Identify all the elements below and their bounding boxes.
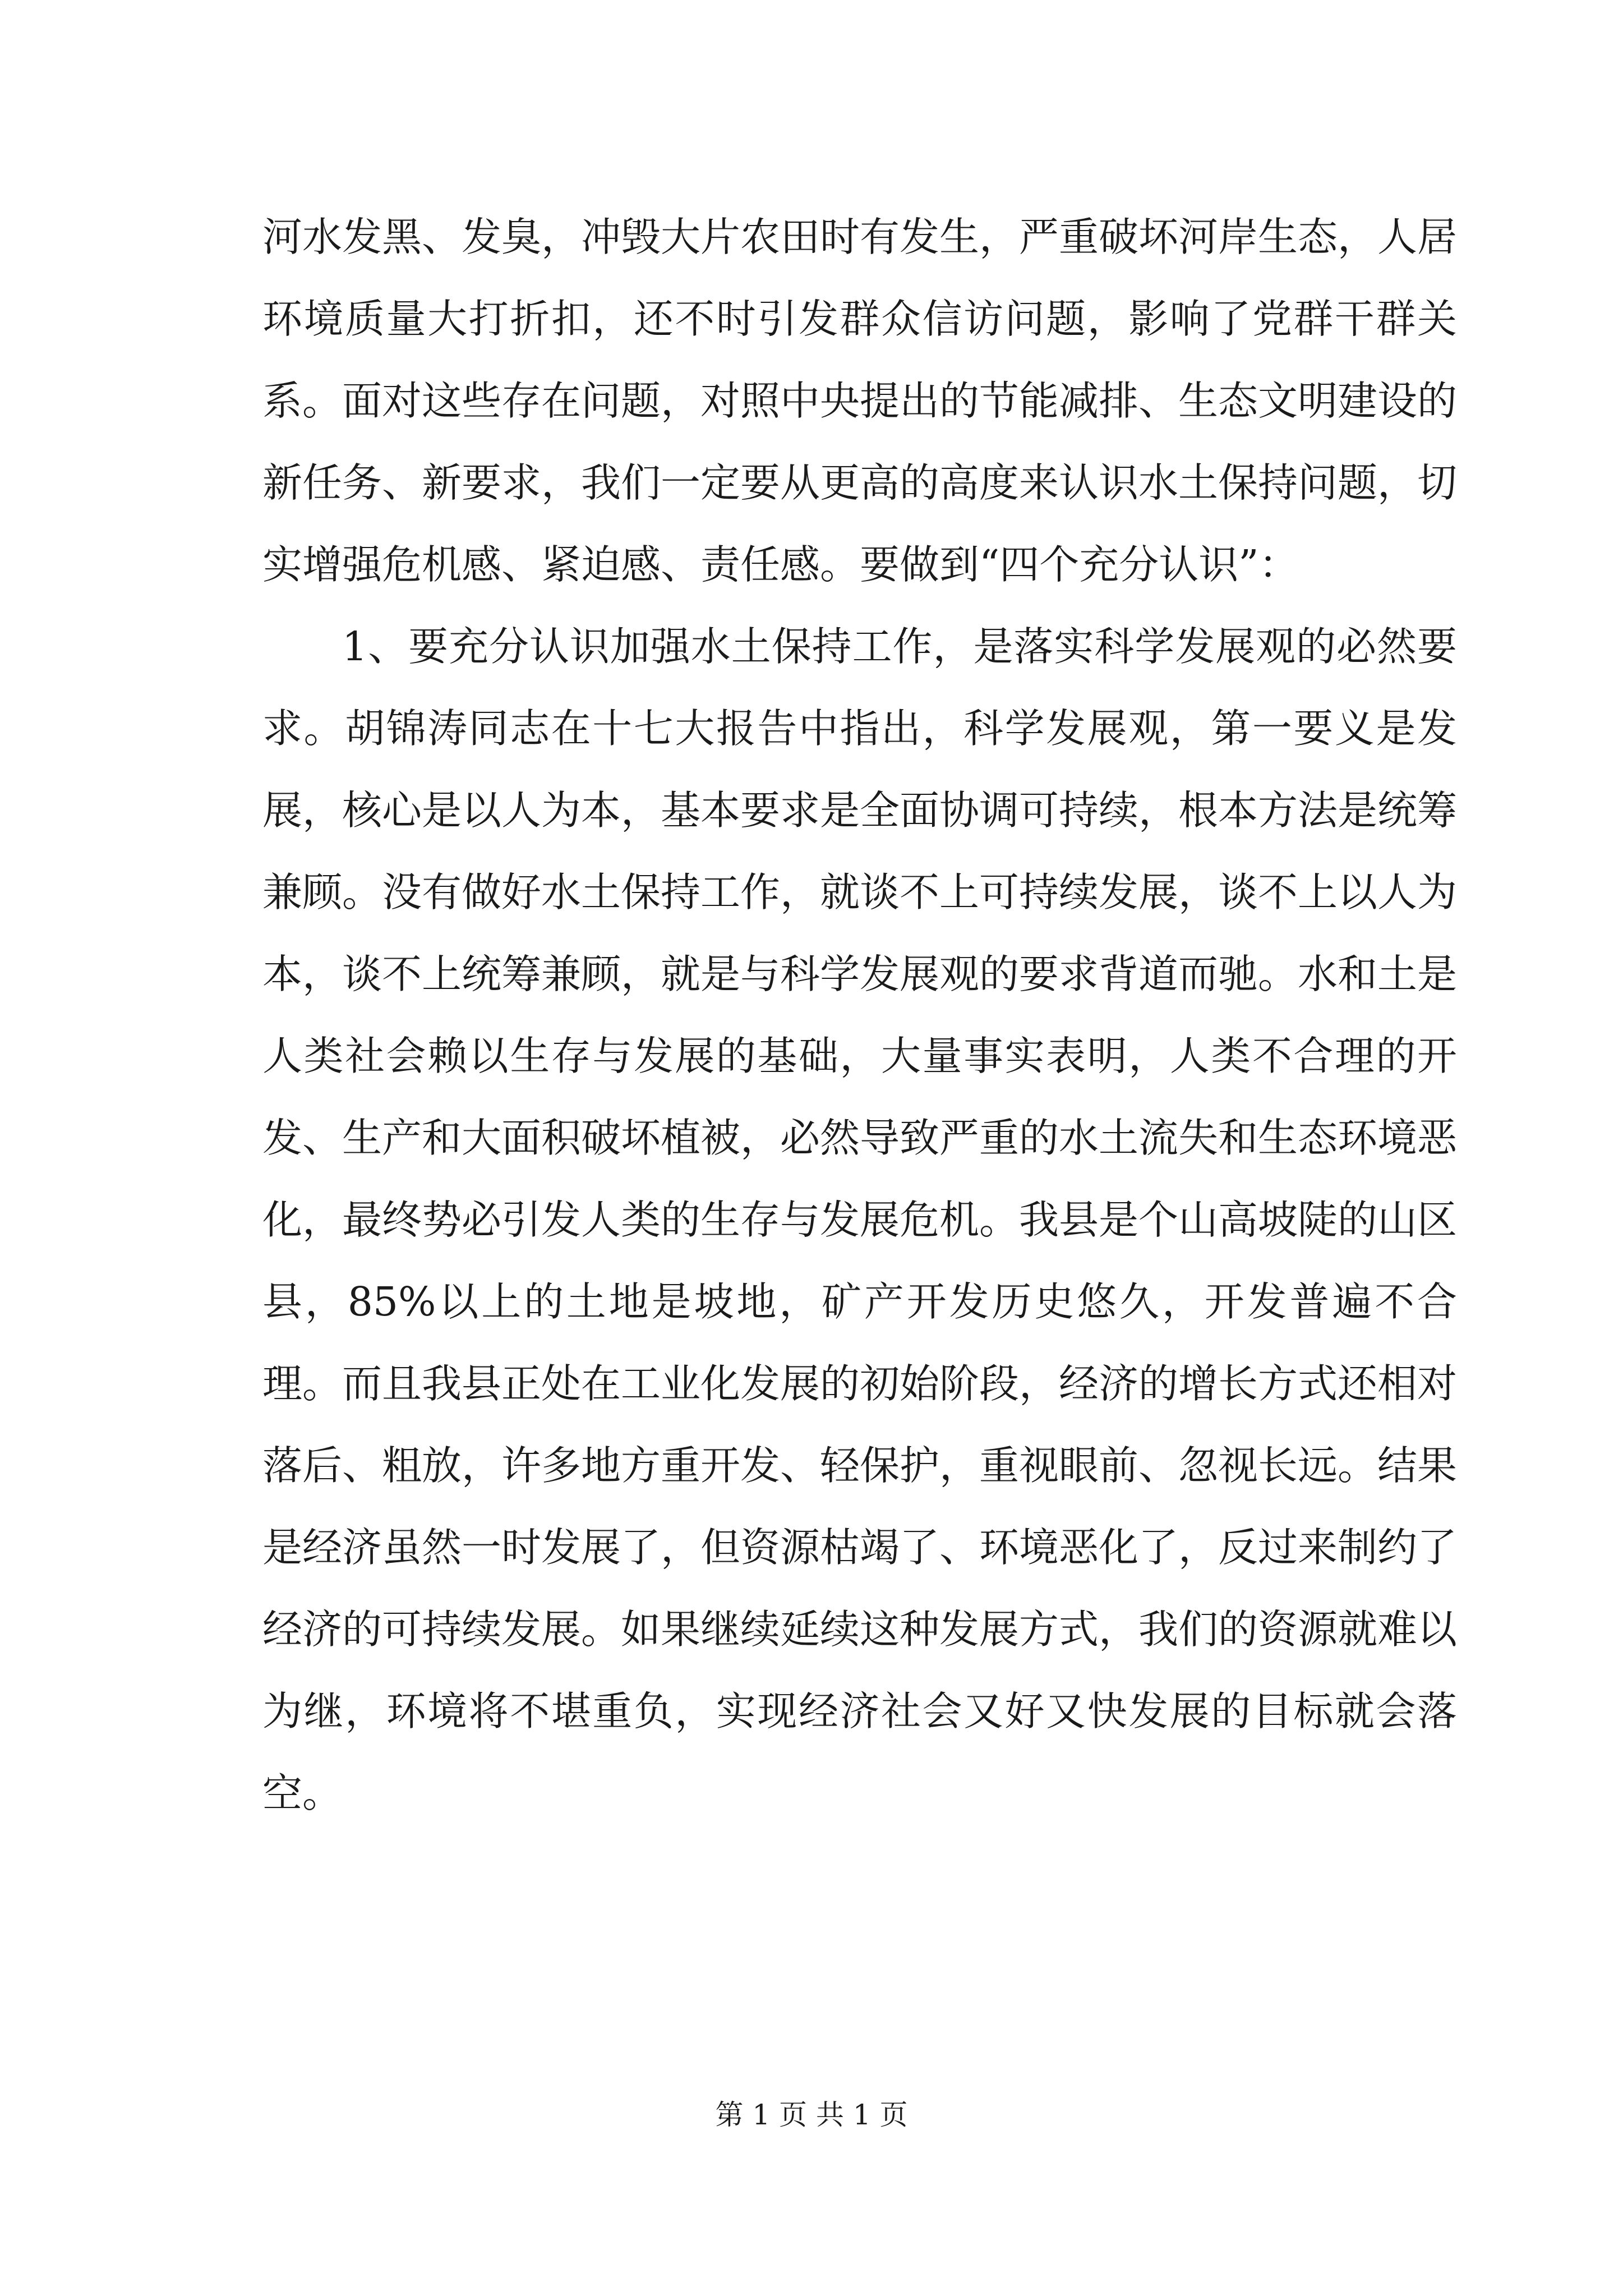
document-body — [262, 196, 1457, 1834]
paragraph-continuation: 河水发黑、发臭，冲毁大片农田时有发生，严重破坏河岸生态，人居环境质量大打折扣，还不时引发群众信访问题，影响了党群干群关系。面对这些存在问题，对照中央提出的节能减排、生态文明建设的新任务、新要求，我们一定要从更高的高度来认识水土保持问题，切实增强危机感、紧迫感、责任感。要做到“四个充分认识”： — [262, 214, 1458, 588]
paragraph-point-1: 1、要充分认识加强水土保持工作，是落实科学发展观的必然要求。胡锦涛同志在十七大报告中指出，科学发展观，第一要义是发展，核心是以人为本，基本要求是全面协调可持续，根本方法是统筹兼顾。没有做好水土保持工作，就谈不上可持续发展，谈不上以人为本，谈不上统筹兼顾，就是与科学发展观的要求背道而驰。水和土是人类社会赖以生存与发展的基础，大量事实表明，人类不合理的开发、生产和大面积破坏植被，必然导致严重的水土流失和生态环境恶化，最终势必引发人类的生存与发展危机。我县是个山高坡陡的山区县，85%以上的土地是坡地，矿产开发历史悠久，开发普遍不合理。而且我县正处在工业化发展的初始阶段，经济的增长方式还相对落后、粗放，许多地方重开发、轻保护，重视眼前、忽视长远。结果是经济虽然一时发展了，但资源枯竭了、环境恶化了，反过来制约了经济的可持续发展。如果继续延续这种发展方式，我们的资源就难以为继，环境将不堪重负，实现经济社会又好又快发展的目标就会落空。 — [262, 623, 1458, 1816]
page-footer: 第 1 页 共 1 页 — [715, 2099, 908, 2131]
